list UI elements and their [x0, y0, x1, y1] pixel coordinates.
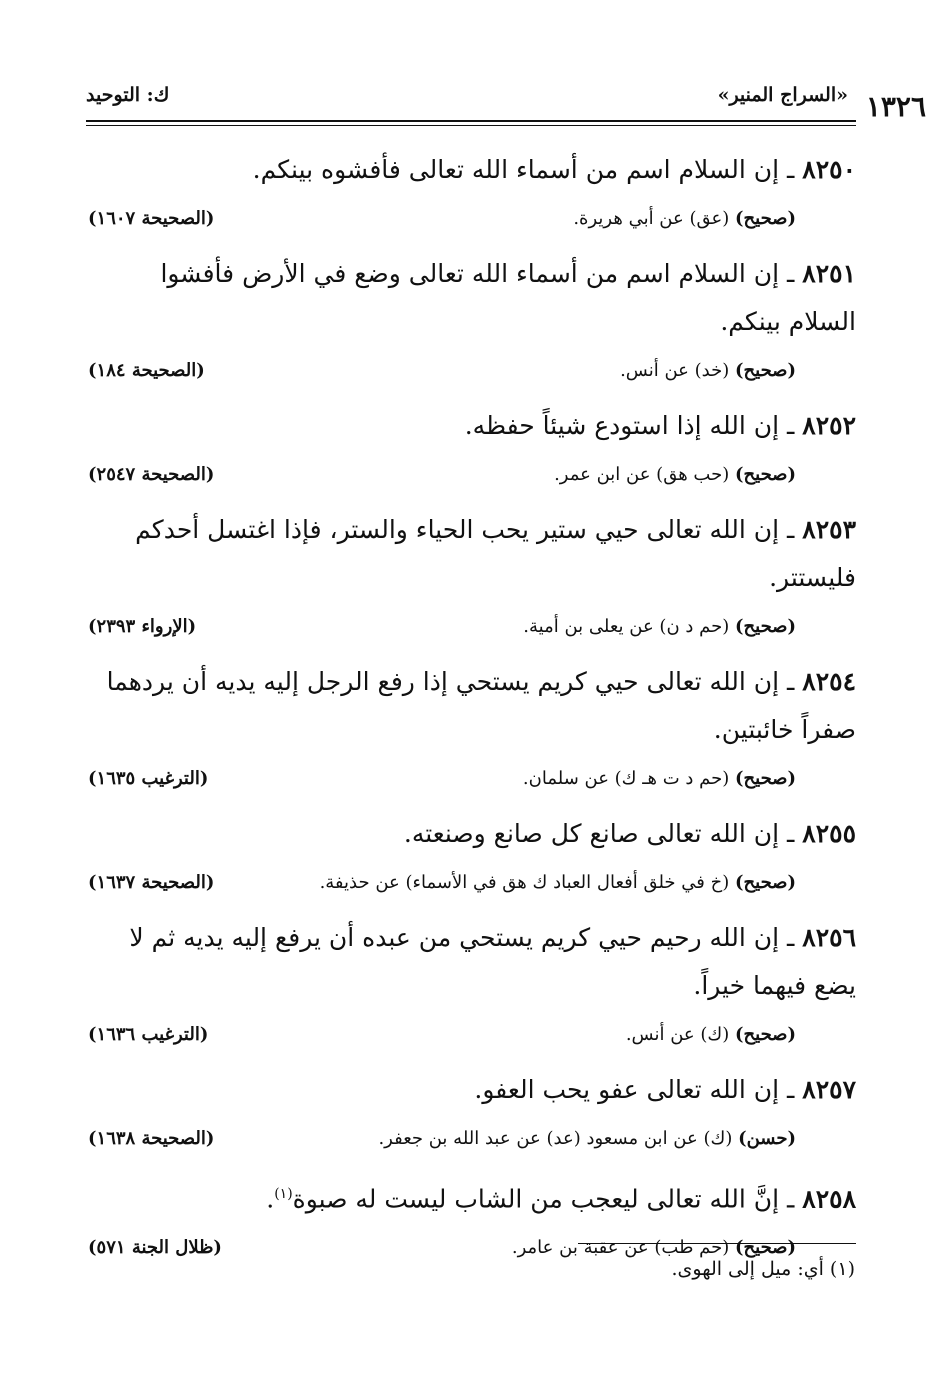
hadith-number: ٨٢٥٢ — [802, 411, 856, 440]
grade: (حسن) — [738, 1128, 796, 1149]
hadith-number: ٨٢٥٣ — [802, 515, 856, 544]
hadith-body: إن الله تعالى حيي ستير يحب الحياء والستر، فإذا اغتسل أحدكم فليستتر. — [135, 515, 856, 592]
hadith-entry — [88, 402, 856, 506]
source: (عق) عن أبي هريرة. — [573, 208, 730, 229]
hadith-entry — [88, 146, 856, 250]
hadith-text — [88, 658, 856, 754]
reference: (الإرواء ٢٣٩٣) — [88, 616, 197, 637]
hadith-body: إن الله تعالى صانع كل صانع وصنعته. — [403, 819, 780, 848]
reference: (الترغيب ١٦٣٥) — [88, 768, 209, 789]
source: (ك) عن ابن مسعود (عد) عن عبد الله بن جعفر. — [378, 1128, 733, 1149]
hadith-text — [88, 1170, 856, 1223]
source-line — [320, 872, 796, 893]
dash: ـ — [779, 515, 803, 544]
source-row — [88, 858, 856, 914]
hadith-text — [88, 402, 856, 450]
hadith-list — [88, 146, 856, 1279]
hadith-body: إن الله تعالى عفو يحب العفو. — [474, 1075, 780, 1104]
hadith-number: ٨٢٥٠ — [802, 155, 856, 184]
source: (خد) عن أنس. — [620, 360, 730, 381]
reference: (الترغيب ١٦٣٦) — [88, 1024, 209, 1045]
hadith-entry — [88, 506, 856, 658]
hadith-number: ٨٢٥٤ — [802, 667, 856, 696]
page-number: ١٣٢٦ — [865, 90, 926, 123]
header-rule — [86, 120, 856, 126]
reference: (الصحيحة ٢٥٤٧) — [88, 464, 215, 485]
source-row — [88, 194, 856, 250]
source-line — [378, 1128, 796, 1149]
hadith-text — [88, 1066, 856, 1114]
hadith-body: إن الله رحيم حيي كريم يستحي من عبده أن يرفع إليه يديه ثم لا يضع فيهما خيراً. — [129, 923, 856, 1000]
grade: (صحيح) — [735, 1237, 796, 1259]
source: (حب هق) عن ابن عمر. — [554, 464, 730, 485]
hadith-number: ٨٢٥١ — [802, 259, 856, 288]
source-line — [554, 464, 796, 485]
hadith-text — [88, 506, 856, 602]
hadith-number: ٨٢٥٦ — [802, 923, 856, 952]
hadith-body: إن الله تعالى حيي كريم يستحي إذا رفع الرجل إليه يديه أن يردهما صفراً خائبتين. — [106, 667, 856, 744]
source: (حم د ت هـ ك) عن سلمان. — [522, 768, 730, 789]
grade: (صحيح) — [735, 616, 796, 637]
dash: ـ — [779, 259, 803, 288]
source-line — [620, 360, 796, 381]
grade: (صحيح) — [735, 1024, 796, 1045]
source-line — [512, 1237, 796, 1258]
chapter-title: ك: التوحيد — [86, 84, 170, 106]
footnote-rule — [578, 1243, 856, 1244]
source-line — [523, 616, 796, 637]
source-row — [88, 754, 856, 810]
reference: (الصحيحة ١٦٣٧) — [88, 872, 215, 893]
dash: ـ — [779, 155, 803, 184]
grade: (صحيح) — [735, 208, 796, 229]
hadith-entry — [88, 658, 856, 810]
hadith-body-end: . — [266, 1184, 275, 1214]
source-line — [626, 1024, 796, 1045]
grade: (صحيح) — [735, 872, 796, 893]
hadith-entry — [88, 250, 856, 402]
grade: (صحيح) — [735, 360, 796, 381]
source-row — [88, 1114, 856, 1170]
source: (خ في خلق أفعال العباد ك هق في الأسماء) عن حذيفة. — [319, 872, 730, 893]
source-row — [88, 450, 856, 506]
dash: ـ — [779, 1184, 803, 1214]
hadith-entry — [88, 1066, 856, 1170]
dash: ـ — [779, 411, 803, 440]
source: (ك) عن أنس. — [625, 1024, 730, 1045]
source: (حم طب) عن عقبة بن عامر. — [511, 1237, 730, 1259]
reference: (الصحيحة ١٦٣٨) — [88, 1128, 215, 1149]
grade: (صحيح) — [735, 768, 796, 789]
hadith-text — [88, 146, 856, 194]
hadith-body: إنَّ الله تعالى ليعجب من الشاب ليست له صبوة — [292, 1184, 780, 1214]
source: (حم د ن) عن يعلى بن أمية. — [523, 616, 730, 637]
reference: (الصحيحة ١٦٠٧) — [88, 208, 215, 229]
footnote-marker[interactable]: (١) — [274, 1186, 293, 1202]
source-line — [523, 768, 796, 789]
hadith-number: ٨٢٥٥ — [802, 819, 856, 848]
dash: ـ — [779, 819, 803, 848]
source-row — [88, 602, 856, 658]
page-header — [86, 84, 926, 124]
dash: ـ — [779, 667, 803, 696]
reference: (ظلال الجنة ٥٧١) — [88, 1237, 222, 1259]
hadith-entry — [88, 914, 856, 1066]
book-title: «السراج المنير» — [717, 84, 848, 106]
dash: ـ — [779, 1075, 803, 1104]
source-row — [88, 1010, 856, 1066]
source-row — [88, 346, 856, 402]
hadith-body: إن السلام اسم من أسماء الله تعالى فأفشوه بينكم. — [252, 155, 780, 184]
dash: ـ — [779, 923, 803, 952]
hadith-entry — [88, 810, 856, 914]
hadith-number: ٨٢٥٨ — [802, 1184, 856, 1214]
reference: (الصحيحة ١٨٤) — [88, 360, 205, 381]
footnote: (١) أي: ميل إلى الهوى. — [671, 1258, 855, 1280]
source-line — [573, 208, 796, 229]
grade: (صحيح) — [735, 464, 796, 485]
hadith-text — [88, 810, 856, 858]
hadith-text — [88, 914, 856, 1010]
hadith-number: ٨٢٥٧ — [802, 1075, 856, 1104]
hadith-text — [88, 250, 856, 346]
hadith-body: إن الله إذا استودع شيئاً حفظه. — [464, 411, 780, 440]
hadith-body: إن السلام اسم من أسماء الله تعالى وضع في الأرض فأفشوا السلام بينكم. — [160, 259, 856, 336]
